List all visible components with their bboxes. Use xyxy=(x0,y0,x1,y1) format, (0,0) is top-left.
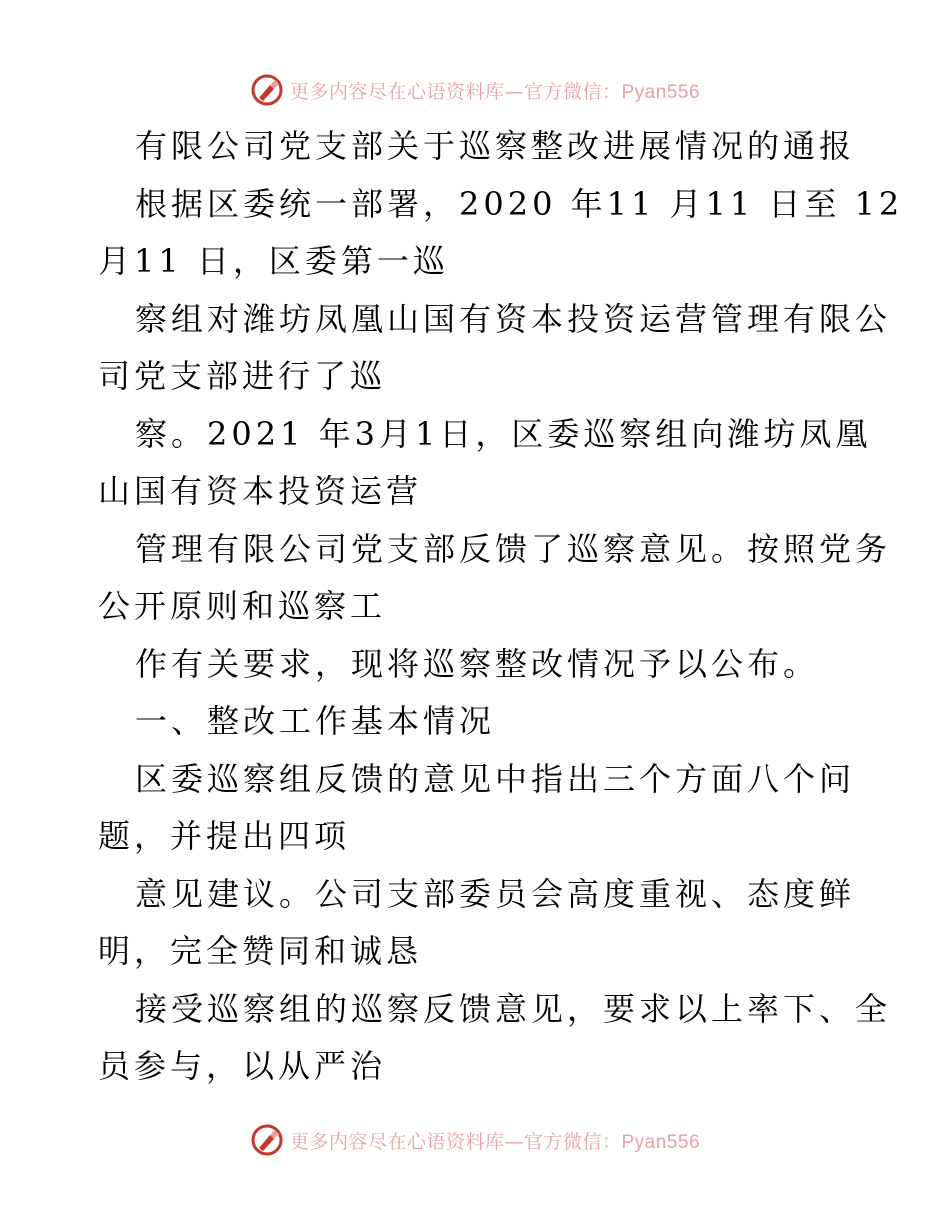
document-body xyxy=(98,118,904,1096)
text-line: 意见建议。公司支部委员会高度重视、态度鲜 xyxy=(135,874,856,913)
text-line: 接受巡察组的巡察反馈意见，要求以上率下、全 xyxy=(135,989,892,1028)
footer-watermark xyxy=(0,1120,950,1160)
watermark-text xyxy=(290,1127,700,1154)
watermark-separator: — xyxy=(504,1130,524,1153)
text-line: 山国有资本投资运营 xyxy=(98,472,423,510)
watermark-wechat-label: 官方微信： xyxy=(523,80,622,103)
text-line: 公开原则和巡察工 xyxy=(98,587,387,625)
watermark-wechat-id: Pyan556 xyxy=(621,81,701,103)
text-line: 察。2021 年3月1日，区委巡察组向潍坊凤凰 xyxy=(135,414,872,453)
text-line: 察组对潍坊凤凰山国有资本投资运营管理有限公 xyxy=(135,299,892,338)
text-line: 管理有限公司党支部反馈了巡察意见。按照党务 xyxy=(135,529,892,568)
text-line: 区委巡察组反馈的意见中指出三个方面八个问 xyxy=(135,759,856,798)
text-line: 有限公司党支部关于巡察整改进展情况的通报 xyxy=(135,127,856,165)
watermark-text xyxy=(290,77,700,104)
text-line: 员参与，以从严治 xyxy=(98,1047,387,1085)
watermark-separator: — xyxy=(504,80,524,103)
header-watermark xyxy=(0,70,950,110)
pen-nib-circle-icon xyxy=(250,1123,284,1157)
text-line: 作有关要求，现将巡察整改情况予以公布。 xyxy=(135,644,820,683)
text-line: 一、整改工作基本情况 xyxy=(135,702,496,740)
text-line: 明，完全赞同和诚恳 xyxy=(98,932,423,970)
text-line: 司党支部进行了巡 xyxy=(98,357,387,395)
pen-nib-circle-icon xyxy=(250,73,284,107)
watermark-main: 更多内容尽在心语资料库 xyxy=(289,80,505,103)
text-line: 月11 日，区委第一巡 xyxy=(98,242,449,280)
text-line: 根据区委统一部署，2020 年11 月11 日至 12 xyxy=(135,184,904,223)
watermark-wechat-label: 官方微信： xyxy=(523,1130,622,1153)
watermark-main: 更多内容尽在心语资料库 xyxy=(289,1130,505,1153)
watermark-wechat-id: Pyan556 xyxy=(621,1131,701,1153)
text-line: 题，并提出四项 xyxy=(98,817,351,855)
